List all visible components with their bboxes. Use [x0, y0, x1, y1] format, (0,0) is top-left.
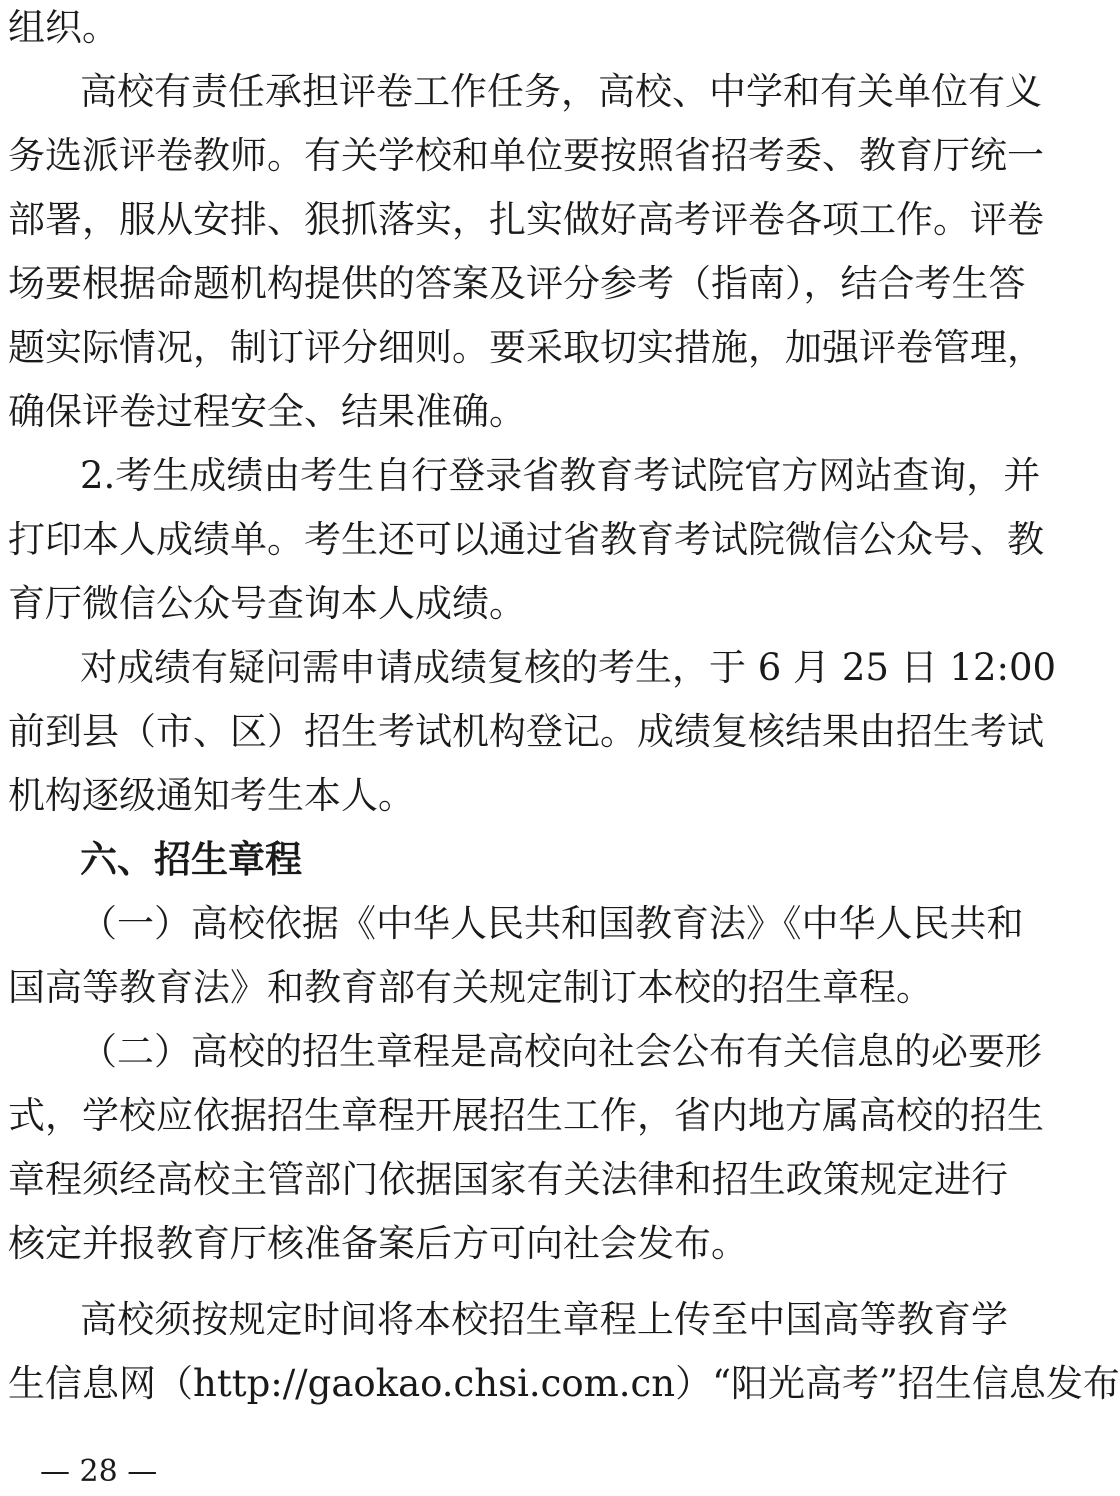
page-number: — 28 — — [40, 1454, 158, 1489]
text-line: 题实际情况，制订评分细则。要采取切实措施，加强评卷管理， — [8, 326, 1044, 369]
text-line: 式，学校应依据招生章程开展招生工作，省内地方属高校的招生 — [8, 1094, 1044, 1137]
text-line: 核定并报教育厅核准备案后方可向社会发布。 — [8, 1222, 748, 1265]
section-heading: 六、招生章程 — [80, 838, 302, 881]
paragraph-start-line: 高校须按规定时间将本校招生章程上传至中国高等教育学 — [80, 1298, 1008, 1341]
paragraph-start-line: 对成绩有疑问需申请成绩复核的考生，于 6 月 25 日 12:00 — [80, 646, 1057, 689]
paragraph-start-line: （一）高校依据《中华人民共和国教育法》《中华人民共和 — [80, 902, 1024, 945]
paragraph-start-line: 高校有责任承担评卷工作任务，高校、中学和有关单位有义 — [80, 70, 1042, 113]
text-line: 育厅微信公众号查询本人成绩。 — [8, 582, 526, 625]
text-line: 确保评卷过程安全、结果准确。 — [8, 390, 526, 433]
text-line: 国高等教育法》和教育部有关规定制订本校的招生章程。 — [8, 966, 933, 1009]
text-line: 机构逐级通知考生本人。 — [8, 774, 415, 817]
text-line: 务选派评卷教师。有关学校和单位要按照省招考委、教育厅统一 — [8, 134, 1044, 177]
paragraph-start-line: （二）高校的招生章程是高校向社会公布有关信息的必要形 — [80, 1030, 1042, 1073]
text-line: 前到县（市、区）招生考试机构登记。成绩复核结果由招生考试 — [8, 710, 1044, 753]
text-line: 组织。 — [8, 6, 119, 49]
text-line: 章程须经高校主管部门依据国家有关法律和招生政策规定进行 — [8, 1158, 1008, 1201]
paragraph-start-line: 2.考生成绩由考生自行登录省教育考试院官方网站查询，并 — [80, 454, 1041, 497]
text-line: 部署，服从安排、狠抓落实，扎实做好高考评卷各项工作。评卷 — [8, 198, 1044, 241]
text-line: 场要根据命题机构提供的答案及评分参考（指南），结合考生答 — [8, 262, 1026, 305]
text-line: 生信息网（http://gaokao.chsi.com.cn）“阳光高考”招生信息发布 — [8, 1362, 1120, 1405]
text-line: 打印本人成绩单。考生还可以通过省教育考试院微信公众号、教 — [8, 518, 1044, 561]
